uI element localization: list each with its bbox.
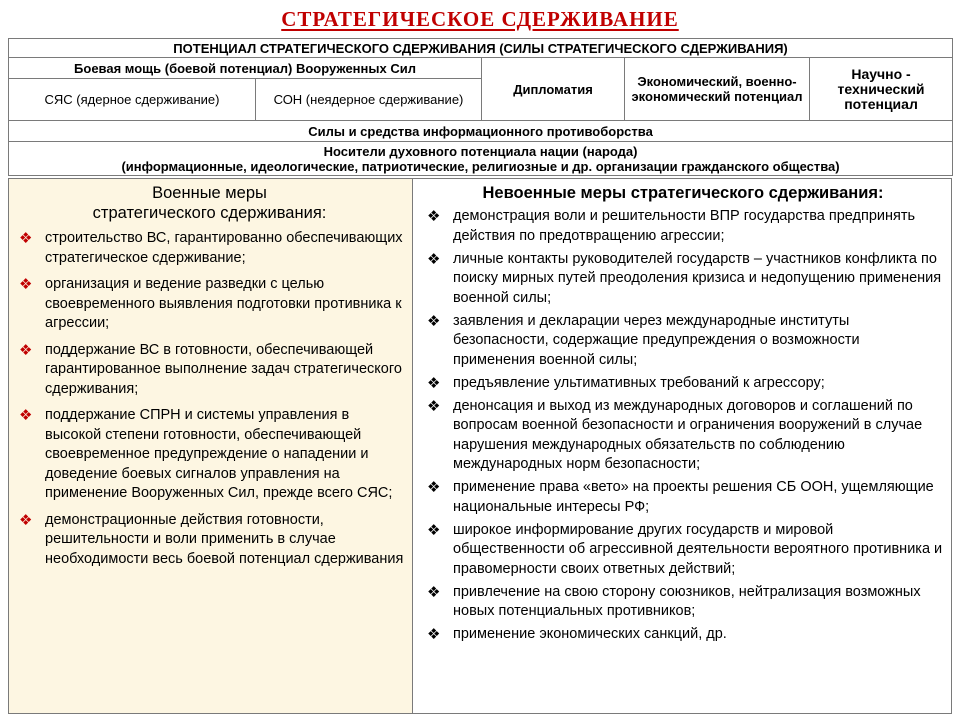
info-forces-row: Силы и средства информационного противоборства <box>9 121 953 142</box>
potential-table <box>8 38 952 176</box>
list-item-text: поддержание ВС в готовности, обеспечивающей гарантированное выполнение задач стратегического сдерживания; <box>45 341 402 397</box>
scientific-cell: Научно - технический потенциал <box>810 58 953 121</box>
list-item-text: денонсация и выход из международных договоров и соглашений по вопросам военной безопасности и ограничения вооружений в случае нарушения международных обязательств по соблюдению международных норм безопасности; <box>453 397 923 472</box>
list-item <box>423 374 943 394</box>
spiritual-line-2: (информационные, идеологические, патриотические, религиозные и др. организации гражданского общества) <box>121 158 840 174</box>
list-item <box>15 275 404 334</box>
diamond-bullet-icon: ❖ <box>19 407 33 424</box>
diamond-bullet-icon: ❖ <box>427 208 441 225</box>
diamond-bullet-icon: ❖ <box>19 341 33 359</box>
list-item <box>423 478 943 517</box>
list-item-text: предъявление ультимативных требований к агрессору; <box>453 374 825 391</box>
diamond-bullet-icon: ❖ <box>427 626 441 643</box>
syas-cell: СЯС (ядерное сдерживание) <box>9 79 256 121</box>
page-title: СТРАТЕГИЧЕСКОЕ СДЕРЖИВАНИЕ <box>281 7 679 31</box>
list-item-text: личные контакты руководителей государств – участников конфликта по поиску мирных путей преодоления кризиса и недопущению применения военной силы; <box>453 250 942 306</box>
military-measures-heading <box>15 183 404 223</box>
economic-cell: Экономический, военно-экономический потенциал <box>625 58 810 121</box>
list-item <box>15 229 404 268</box>
list-item-text: широкое информирование других государств и мировой общественности об агрессивной деятельности вероятного противника и правомерности своих ответных действий; <box>453 521 943 577</box>
nonmilitary-measures-heading: Невоенные меры стратегического сдерживания: <box>482 184 884 202</box>
diamond-bullet-icon: ❖ <box>427 374 441 392</box>
list-item <box>423 207 943 246</box>
list-item-text: применение экономических санкций, др. <box>453 626 727 642</box>
list-item <box>423 312 943 371</box>
diamond-bullet-icon: ❖ <box>19 230 33 247</box>
list-item <box>15 511 404 570</box>
list-item-text: привлечение на свою сторону союзников, нейтрализация возможных новых потенциальных противников; <box>453 583 921 619</box>
list-item-text: заявления и декларации через международные институты безопасности, содержащие предупреждения о возможности применения военной силы; <box>453 312 860 368</box>
military-measures-column <box>9 179 413 713</box>
diplomacy-cell: Дипломатия <box>482 58 625 121</box>
diamond-bullet-icon: ❖ <box>427 312 441 330</box>
list-item-text: демонстрационные действия готовности, решительности и воли применить в случае необходимости весь боевой потенциал сдерживания <box>45 511 404 567</box>
list-item <box>15 406 404 504</box>
military-heading-line-1: Военные меры <box>152 184 267 202</box>
list-item-text: строительство ВС, гарантированно обеспечивающих стратегическое сдерживание; <box>45 230 403 266</box>
spiritual-line-1: Носители духовного потенциала нации (народа) <box>323 143 638 159</box>
diamond-bullet-icon: ❖ <box>427 250 441 268</box>
son-cell: СОН (неядерное сдерживание) <box>256 79 482 121</box>
list-item <box>423 521 943 580</box>
military-measures-list <box>15 229 404 569</box>
measures-panel <box>8 178 952 714</box>
diamond-bullet-icon: ❖ <box>427 397 441 415</box>
diamond-bullet-icon: ❖ <box>427 479 441 496</box>
list-item <box>15 341 404 400</box>
list-item-text: демонстрация воли и решительности ВПР государства предпринять действия по предотвращению агрессии; <box>453 208 916 244</box>
combat-power-cell: Боевая мощь (боевой потенциал) Вооруженных Сил <box>9 58 482 79</box>
list-item-text: поддержание СПРН и системы управления в высокой степени готовности, обеспечивающей своевременное предупреждение о нападении и доведение боевых сигналов управления на применение Вооруженных Сил, прежде всего СЯС; <box>45 407 393 501</box>
list-item <box>423 625 943 645</box>
list-item <box>423 250 943 309</box>
nonmilitary-measures-column <box>413 179 951 713</box>
diamond-bullet-icon: ❖ <box>19 511 33 529</box>
table-header: ПОТЕНЦИАЛ СТРАТЕГИЧЕСКОГО СДЕРЖИВАНИЯ (СИЛЫ СТРАТЕГИЧЕСКОГО СДЕРЖИВАНИЯ) <box>9 39 953 58</box>
list-item-text: применение права «вето» на проекты решения СБ ООН, ущемляющие национальные интересы РФ; <box>453 479 934 515</box>
list-item <box>423 583 943 622</box>
list-item-text: организация и ведение разведки с целью своевременного выявления подготовки противника к агрессии; <box>45 276 402 331</box>
nonmilitary-measures-list <box>423 207 943 645</box>
diamond-bullet-icon: ❖ <box>19 276 33 293</box>
diamond-bullet-icon: ❖ <box>427 583 441 601</box>
spiritual-potential-row <box>9 142 953 176</box>
list-item <box>423 397 943 475</box>
military-heading-line-2: стратегического сдерживания: <box>92 204 327 222</box>
diamond-bullet-icon: ❖ <box>427 521 441 539</box>
